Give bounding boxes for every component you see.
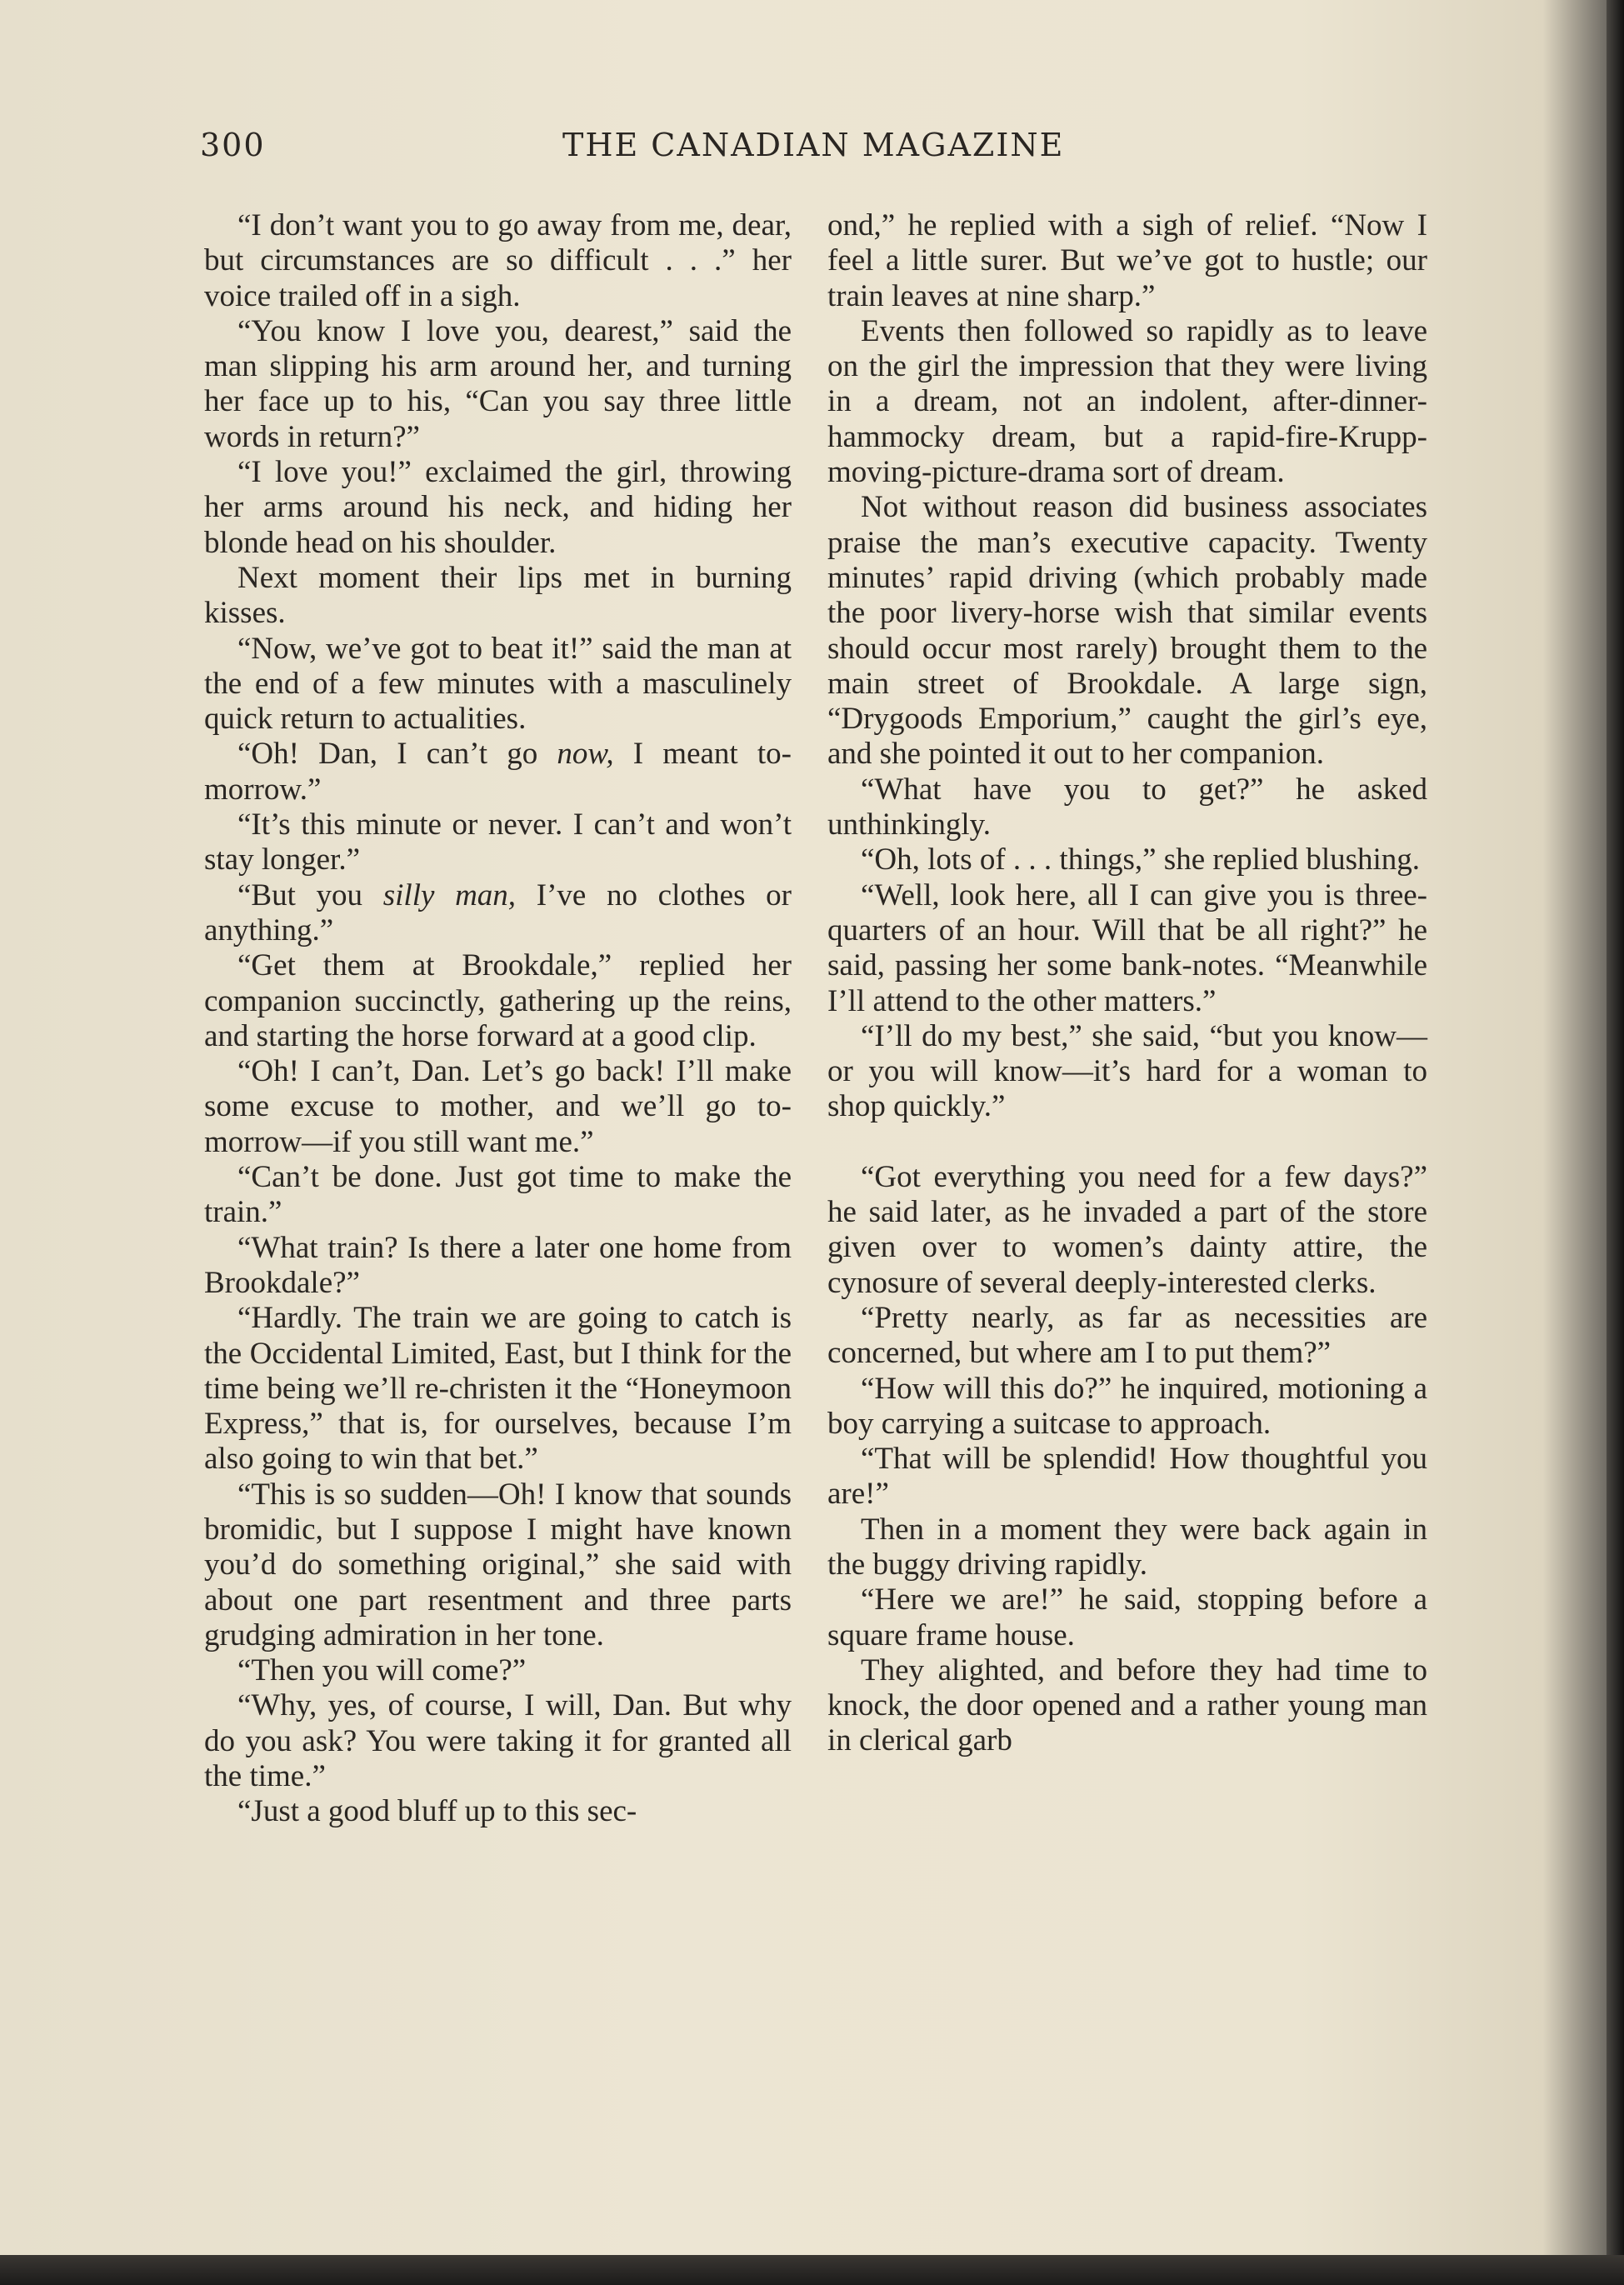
paragraph-continuation: ond,” he replied with a sigh of relief. “Now I feel a little surer. But we’ve got to hustle; our train leaves at nine sharp.” xyxy=(827,208,1427,313)
italic-emphasis: now, xyxy=(557,737,614,772)
paragraph xyxy=(204,737,792,808)
paragraph: “Now, we’ve got to beat it!” said the man at the end of a few minutes with a masculinely quick return to actualities. xyxy=(204,631,792,737)
paragraph: “Can’t be done. Just got time to make the train.” xyxy=(204,1160,792,1230)
paragraph: Then in a moment they were back again in the buggy driving rapidly. xyxy=(827,1512,1427,1582)
paragraph: “This is so sudden—Oh! I know that sounds bromidic, but I suppose I might have known you’d do something original,” she said with about one part resentment and three parts grudging admiration in her tone. xyxy=(204,1477,792,1652)
paragraph: “Just a good bluff up to this sec- xyxy=(237,1794,637,1829)
page-binding-shadow xyxy=(1607,0,1624,2285)
page-header xyxy=(200,127,1433,177)
paragraph: “Then you will come?” xyxy=(237,1653,527,1688)
paragraph: “Pretty nearly, as far as necessities are concerned, but where am I to put them?” xyxy=(827,1300,1427,1371)
paragraph: “I love you!” exclaimed the girl, throwing her arms around his neck, and hiding her blonde head on his shoulder. xyxy=(204,455,792,560)
paragraph: “What train? Is there a later one home from Brookdale?” xyxy=(204,1230,792,1300)
text-run: “But you xyxy=(237,878,383,912)
paragraph: “I’ll do my best,” she said, “but you know—or you will know—it’s hard for a woman to shop quickly.” xyxy=(827,1018,1427,1124)
paragraph: “Got everything you need for a few days?” he said later, as he invaded a part of the store given over to women’s dainty attire, the cynosure of several deeply-interested clerks. xyxy=(827,1159,1427,1300)
paragraph: “Why, yes, of course, I will, Dan. But why do you ask? You were taking it for granted all the time.” xyxy=(204,1688,792,1794)
paragraph: “It’s this minute or never. I can’t and won’t stay longer.” xyxy=(204,808,792,878)
text-run: I meant to-morrow.” xyxy=(204,737,792,807)
paragraph: “Here we are!” he said, stopping before a square frame house. xyxy=(827,1582,1427,1652)
paragraph: “Oh! I can’t, Dan. Let’s go back! I’ll make some excuse to mother, and we’ll go to-morrow—if you still want me.” xyxy=(204,1054,792,1159)
paragraph: “How will this do?” he inquired, motioning a boy carrying a suitcase to approach. xyxy=(827,1371,1427,1441)
paragraph: “Get them at Brookdale,” replied her companion succinctly, gathering up the reins, and starting the horse forward at a good clip. xyxy=(204,948,792,1053)
paragraph: “That will be splendid! How thoughtful you are!” xyxy=(827,1442,1427,1512)
paragraph: Not without reason did business associates praise the man’s executive capacity. Twenty minutes’ rapid driving (which probably made the poor livery-horse wish that similar events should occur most rarely) brought them to the main street of Brookdale. A large sign, “Drygoods Emporium,” caught the girl’s eye, and she pointed it out to her companion. xyxy=(827,490,1427,772)
page-number: 300 xyxy=(200,127,266,163)
paragraph: Next moment their lips met in burning kisses. xyxy=(204,560,792,631)
paragraph: “You know I love you, dearest,” said the man slipping his arm around her, and turning her face up to his, “Can you say three little words in return?” xyxy=(204,313,792,454)
left-column xyxy=(204,208,792,1830)
paragraph: “I don’t want you to go away from me, dear, but circumstances are so difficult . . .” her voice trailed off in a sigh. xyxy=(204,208,792,313)
paragraph: “Hardly. The train we are going to catch is the Occidental Limited, East, but I think for the time being we’ll re-christen it the “Honeymoon Express,” that is, for ourselves, because I’m also going to win that bet.” xyxy=(204,1301,792,1477)
scan-bottom-edge xyxy=(0,2255,1624,2285)
paragraph: “What have you to get?” he asked unthinkingly. xyxy=(827,772,1427,842)
text-run: “Oh! Dan, I can’t go xyxy=(237,737,557,772)
paragraph xyxy=(204,878,792,949)
paragraph: “Well, look here, all I can give you is three-quarters of an hour. Will that be all right?” he said, passing her some bank-notes. “Meanwhile I’ll attend to the other matters.” xyxy=(827,878,1427,1018)
italic-emphasis: silly man, xyxy=(382,878,517,912)
paragraph: Events then followed so rapidly as to leave on the girl the impression that they were living in a dream, not an indolent, after-dinner-hammocky dream, but a rapid-fire-Krupp-moving-picture-drama sort of dream. xyxy=(827,313,1427,490)
text-run: I’ve no clothes or anything.” xyxy=(204,878,792,948)
running-title: THE CANADIAN MAGAZINE xyxy=(562,127,1065,163)
right-column xyxy=(827,208,1427,1759)
paragraph: “Oh, lots of . . . things,” she replied blushing. xyxy=(861,842,1421,878)
paragraph: They alighted, and before they had time to knock, the door opened and a rather young man in clerical garb xyxy=(827,1652,1427,1758)
